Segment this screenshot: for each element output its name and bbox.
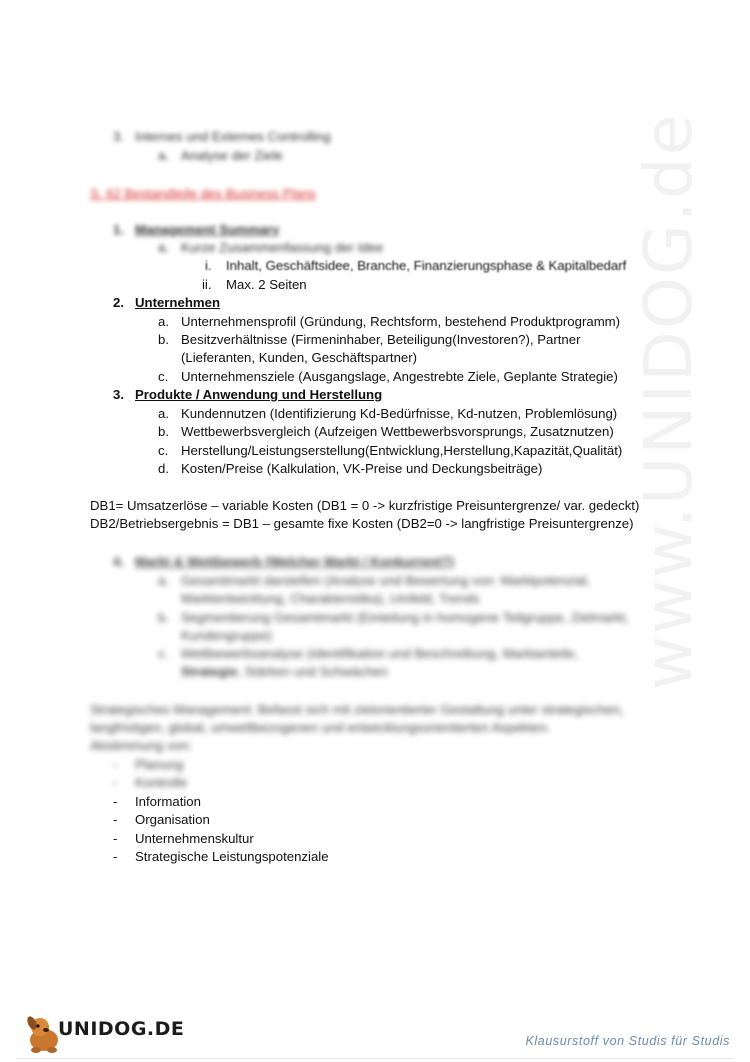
list-item-planung: Planung	[135, 757, 184, 772]
list-item-leistungspotenziale: Strategische Leistungspotenziale	[135, 849, 329, 864]
s1ii-text: Max. 2 Seiten	[226, 277, 307, 292]
s3d-text: Kosten/Preise (Kalkulation, VK-Preise und Deckungsbeiträge)	[181, 461, 543, 476]
s3-title: Produkte / Anwendung und Herstellung	[135, 387, 383, 402]
s3d-number: d.	[158, 461, 169, 476]
s2a-number: a.	[158, 314, 169, 329]
s2b-text-line2: (Lieferanten, Kunden, Geschäftspartner)	[181, 350, 418, 365]
list-dash-5: -	[113, 831, 118, 846]
s2c-text: Unternehmensziele (Ausgangslage, Angestrebte Ziele, Geplante Strategie)	[181, 369, 618, 384]
s4b-text-line1: Segmentierung Gesamtmarkt (Einteilung in homogene Teilgruppe, Zielmarkt,	[181, 610, 629, 625]
formula-db1: DB1= Umsatzerlöse – variable Kosten (DB1 = 0 -> kurzfristige Preisuntergrenze/ var. gedeckt)	[90, 498, 640, 513]
s4c-text-rest: , Stärken und Schwächen	[237, 664, 388, 679]
list-dash-1: -	[113, 757, 118, 772]
s3b-text: Wettbewerbsvergleich (Aufzeigen Wettbewerbsvorsprungs, Zusatznutzen)	[181, 424, 614, 439]
s1-number: 1.	[113, 222, 124, 237]
list-dash-2: -	[113, 775, 118, 790]
s4-title: Markt & Wettbewerb (Welcher Markt / Konkurrent?)	[135, 554, 454, 569]
s1ii-number: ii.	[202, 277, 212, 292]
formula-db2: DB2/Betriebsergebnis = DB1 – gesamte fixe Kosten (DB2=0 -> langfristige Preisuntergrenze)	[90, 516, 634, 531]
s2b-number: b.	[158, 332, 169, 347]
strategic-line-3: Abstimmung von:	[90, 738, 192, 753]
s2c-number: c.	[158, 369, 169, 384]
s3-number: 3.	[113, 387, 124, 402]
s3c-number: c.	[158, 443, 169, 458]
s4-number: 4.	[113, 554, 124, 569]
s1a-number: a.	[158, 240, 169, 255]
list-dash-4: -	[113, 812, 118, 827]
s3c-text: Herstellung/Leistungserstellung(Entwicklung,Herstellung,Kapazität,Qualität)	[181, 443, 623, 458]
footer-slogan: Klausurstoff von Studis für Studis	[525, 1034, 730, 1048]
s3b-number: b.	[158, 424, 169, 439]
s4c-strategy-word: Strategie	[181, 664, 238, 679]
strategic-line-1: Strategisches Management: Befasst sich mit zielorientierter Gestaltung unter strategischen,	[90, 702, 624, 717]
s1a-text: Kurze Zusammenfassung der Idee	[181, 240, 384, 255]
item-3a-number: a.	[158, 148, 169, 163]
s4b-number: b.	[158, 610, 169, 625]
s2-number: 2.	[113, 295, 124, 310]
s4a-number: a.	[158, 573, 169, 588]
s4c-text-line1: Wettbewerbsanalyse (Identifikation und Beschreibung, Marktanteile,	[181, 646, 579, 661]
s1i-number: i.	[205, 258, 212, 273]
s1i-text: Inhalt, Geschäftsidee, Branche, Finanzierungsphase & Kapitalbedarf	[226, 258, 627, 273]
s3a-number: a.	[158, 406, 169, 421]
logo-text: UNIDOG.DE	[58, 1018, 185, 1040]
list-item-information: Information	[135, 794, 201, 809]
s4c-number: c.	[158, 646, 169, 661]
s4a-text-line1: Gesamtmarkt darstellen (Analyse und Bewertung von: Marktpotenzial,	[181, 573, 591, 588]
s4b-text-line2: Kundengruppe)	[181, 628, 272, 643]
s2a-text: Unternehmensprofil (Gründung, Rechtsform, bestehend Produktprogramm)	[181, 314, 621, 329]
watermark: www.UNIDOG.de	[630, 112, 707, 690]
footer-divider	[16, 1058, 734, 1059]
item-3-text: Internes und Externes Controlling	[135, 129, 331, 144]
s4c-text-line2	[181, 663, 388, 682]
s2b-text-line1: Besitzverhältnisse (Firmeninhaber, Beteiligung(Investoren?), Partner	[181, 332, 581, 347]
section-heading: S. 62 Bestandteile des Business Plans	[90, 186, 316, 201]
s4a-text-line2: Marktentwicklung, Charakteristika), Umfeld, Trends	[181, 591, 480, 606]
strategic-line-2: langfristigen, global, umweltbezogenen und entwicklungsorientierten Aspekten.	[90, 720, 551, 735]
item-3a-text: Analyse der Ziele	[181, 148, 283, 163]
list-item-kontrolle: Kontrolle	[135, 775, 188, 790]
item-3-number: 3.	[113, 129, 124, 144]
list-item-unternehmenskultur: Unternehmenskultur	[135, 831, 254, 846]
list-dash-3: -	[113, 794, 118, 809]
s2-title: Unternehmen	[135, 295, 220, 310]
list-item-organisation: Organisation	[135, 812, 210, 827]
list-dash-6: -	[113, 849, 118, 864]
s3a-text: Kundennutzen (Identifizierung Kd-Bedürfnisse, Kd-nutzen, Problemlösung)	[181, 406, 618, 421]
s1-title: Management Summary	[135, 222, 280, 237]
